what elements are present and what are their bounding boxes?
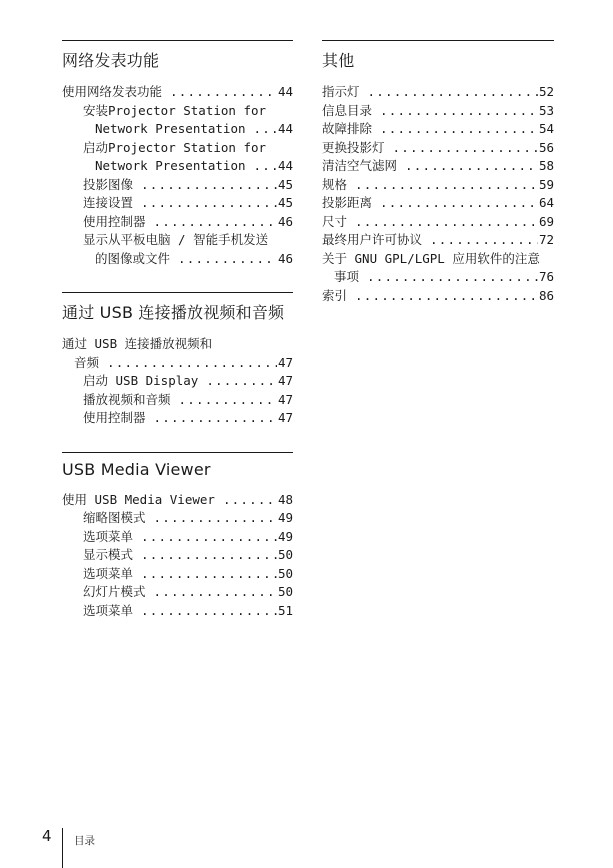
toc-entry-title: 信息目录: [322, 102, 373, 118]
dot-leader: [380, 102, 538, 121]
dot-leader: [141, 602, 277, 621]
toc-entry-row: [83, 602, 293, 621]
toc-left-column: [62, 40, 293, 644]
toc-entry-title-continued: 音频: [74, 354, 100, 370]
toc-entry-title: 使用控制器: [83, 213, 146, 229]
toc-page-number: 47: [277, 373, 293, 388]
dot-leader: [154, 409, 277, 428]
toc-right-column: [322, 40, 554, 329]
toc-page-number: 53: [538, 102, 554, 118]
toc-entry[interactable]: [322, 102, 554, 121]
toc-page-number: 47: [277, 410, 293, 425]
toc-entry[interactable]: [62, 565, 293, 584]
toc-entry[interactable]: [322, 250, 554, 287]
dot-leader: [355, 213, 538, 232]
toc-entry[interactable]: [62, 391, 293, 410]
dot-leader: [223, 491, 277, 510]
toc-entry[interactable]: [62, 139, 293, 176]
toc-entry-title: 尺寸: [322, 213, 348, 229]
toc-page-number: 72: [538, 232, 554, 247]
dot-leader: [141, 176, 277, 195]
dot-leader: [367, 268, 538, 287]
toc-entry-title: 更换投影灯: [322, 139, 385, 155]
toc-entry-row: [83, 194, 293, 213]
toc-entry-row: [83, 213, 293, 232]
dot-leader: [107, 354, 277, 373]
toc-page-number: 49: [277, 528, 293, 544]
toc-page-number: 47: [277, 391, 293, 407]
toc-entry-title: 选项菜单: [83, 528, 134, 544]
dot-leader: [154, 213, 277, 232]
page-footer: [0, 822, 613, 868]
toc-entry[interactable]: [62, 176, 293, 195]
dot-leader: [141, 194, 277, 213]
toc-entry-row: [83, 120, 293, 139]
toc-entry[interactable]: [62, 509, 293, 528]
toc-entry-title: 投影距离: [322, 195, 373, 210]
dot-leader: [380, 120, 538, 139]
toc-page-number: 50: [277, 584, 293, 599]
toc-entry-row: [83, 157, 293, 176]
toc-entry[interactable]: [62, 372, 293, 391]
toc-entry-row: [62, 83, 293, 102]
toc-entry[interactable]: [62, 409, 293, 428]
toc-entry[interactable]: [322, 231, 554, 250]
dot-leader: [154, 583, 277, 602]
toc-page-number: 45: [277, 176, 293, 192]
toc-page-number: 64: [538, 195, 554, 210]
toc-entry-row: [322, 194, 554, 213]
toc-entry-row: [83, 176, 293, 195]
toc-entry-row: [322, 83, 554, 102]
toc-page-number: 48: [277, 491, 293, 507]
dot-leader: [355, 287, 538, 306]
toc-page-number: 52: [538, 84, 554, 99]
toc-page-number: 44: [277, 84, 293, 99]
toc-entry-title: 规格: [322, 176, 348, 192]
dot-leader: [206, 372, 277, 391]
toc-section: [62, 452, 293, 621]
toc-entry[interactable]: [322, 120, 554, 139]
toc-page-number: 86: [538, 287, 554, 303]
section-divider: [62, 292, 293, 293]
toc-section: [322, 40, 554, 305]
toc-entry-title: 使用网络发表功能: [62, 84, 163, 99]
toc-page-number: 56: [538, 139, 554, 155]
toc-page-number: 44: [277, 121, 293, 136]
toc-entry-title: 通过 USB 连接播放视频和: [62, 336, 213, 351]
toc-entry[interactable]: [62, 583, 293, 602]
section-divider: [62, 40, 293, 41]
toc-entry-title: 故障排除: [322, 121, 373, 136]
toc-page-number: 45: [277, 195, 293, 210]
toc-entry-title: 连接设置: [83, 195, 134, 210]
toc-entry[interactable]: [62, 602, 293, 621]
toc-page-number: 51: [277, 602, 293, 618]
toc-entry-row: [62, 491, 293, 510]
toc-entry-row: [83, 409, 293, 428]
toc-entry-row: [83, 565, 293, 584]
toc-entry[interactable]: [62, 83, 293, 102]
toc-page-number: 54: [538, 121, 554, 136]
toc-entry-title-continued: 的图像或文件: [95, 250, 171, 266]
toc-entry-title: 使用控制器: [83, 410, 146, 425]
toc-section: [62, 292, 293, 428]
toc-entry[interactable]: [62, 194, 293, 213]
toc-entry-row: [322, 157, 554, 176]
section-divider: [62, 452, 293, 453]
footer-section-label: 目录: [74, 835, 95, 847]
toc-entry-row: [322, 268, 554, 287]
toc-entry-title: 关于 GNU GPL/LGPL 应用软件的注意: [322, 250, 540, 266]
toc-entry-row: [83, 583, 293, 602]
toc-entry-title: 播放视频和音频: [83, 391, 171, 407]
dot-leader: [179, 391, 277, 410]
toc-entry-row: [322, 231, 554, 250]
toc-entry[interactable]: [322, 194, 554, 213]
toc-page-number: 46: [277, 213, 293, 229]
toc-entry-title-continued: Network Presentation: [95, 121, 246, 136]
dot-leader: [368, 83, 538, 102]
toc-entry-row: [83, 391, 293, 410]
section-heading: 其他: [322, 51, 355, 70]
toc-entry-row: [322, 139, 554, 158]
toc-entry-title-continued: Network Presentation: [95, 158, 246, 173]
section-heading: USB Media Viewer: [62, 459, 211, 479]
toc-entry[interactable]: [62, 213, 293, 232]
toc-entry-row: [83, 546, 293, 565]
toc-entry[interactable]: [322, 287, 554, 306]
section-divider: [322, 40, 554, 41]
toc-page-number: 50: [277, 547, 293, 562]
toc-entry-row: [322, 213, 554, 232]
toc-entry-title: 索引: [322, 287, 348, 303]
dot-leader: [141, 565, 277, 584]
toc-entry-title: 显示模式: [83, 547, 134, 562]
toc-entry-row: [322, 176, 554, 195]
toc-entry-row: [83, 250, 293, 269]
toc-page-number: 76: [538, 269, 554, 284]
toc-entry-title: 选项菜单: [83, 602, 134, 618]
toc-entry[interactable]: [62, 231, 293, 268]
page-number: 4: [42, 827, 52, 845]
toc-entry-title: 幻灯片模式: [83, 584, 146, 599]
toc-page-number: 69: [538, 213, 554, 229]
toc-page-number: 58: [538, 158, 554, 173]
toc-entry-title: 指示灯: [322, 84, 360, 99]
dot-leader: [393, 139, 538, 158]
toc-entry[interactable]: [62, 102, 293, 139]
toc-entry-row: [62, 354, 293, 373]
dot-leader: [170, 83, 277, 102]
toc-entry-title: 缩略图模式: [83, 510, 146, 525]
toc-entry[interactable]: [322, 83, 554, 102]
dot-leader: [141, 528, 277, 547]
dot-leader: [254, 120, 277, 139]
toc-entry-title: 使用 USB Media Viewer: [62, 491, 215, 507]
toc-entry[interactable]: [322, 213, 554, 232]
toc-page-number: 46: [277, 250, 293, 266]
dot-leader: [430, 231, 538, 250]
toc-entry-row: [322, 102, 554, 121]
toc-page-number: 44: [277, 158, 293, 173]
toc-entry[interactable]: [62, 335, 293, 372]
section-heading: 通过 USB 连接播放视频和音频: [62, 303, 285, 322]
toc-entry-title: 显示从平板电脑 / 智能手机发送: [83, 232, 269, 247]
dot-leader: [178, 250, 277, 269]
toc-entry-row: [83, 509, 293, 528]
toc-entry-title: 最终用户许可协议: [322, 232, 423, 247]
dot-leader: [154, 509, 277, 528]
toc-entry-row: [322, 120, 554, 139]
toc-entry-title: 投影图像: [83, 176, 134, 192]
dot-leader: [405, 157, 538, 176]
toc-page-number: 50: [277, 565, 293, 581]
dot-leader: [254, 157, 277, 176]
toc-entry-title-continued: 事项: [334, 269, 360, 284]
dot-leader: [355, 176, 538, 195]
toc-entry-row: [322, 287, 554, 306]
toc-entry-title: 启动Projector Station for: [83, 139, 267, 155]
dot-leader: [380, 194, 538, 213]
toc-entry[interactable]: [322, 139, 554, 158]
toc-section: [62, 40, 293, 268]
toc-page-number: 49: [277, 510, 293, 525]
toc-entry-title: 启动 USB Display: [83, 373, 199, 388]
toc-entry-title: 清洁空气滤网: [322, 158, 398, 173]
toc-entry[interactable]: [322, 157, 554, 176]
toc-entry[interactable]: [62, 546, 293, 565]
toc-entry[interactable]: [322, 176, 554, 195]
toc-entry-title: 选项菜单: [83, 565, 134, 581]
toc-entry[interactable]: [62, 528, 293, 547]
toc-entry-row: [83, 372, 293, 391]
dot-leader: [141, 546, 277, 565]
toc-entry-row: [83, 528, 293, 547]
toc-entry[interactable]: [62, 491, 293, 510]
toc-page-number: 59: [538, 176, 554, 192]
toc-page-number: 47: [277, 354, 293, 370]
toc-entry-title: 安装Projector Station for: [83, 102, 267, 118]
section-heading: 网络发表功能: [62, 51, 160, 70]
footer-divider: [62, 828, 63, 868]
